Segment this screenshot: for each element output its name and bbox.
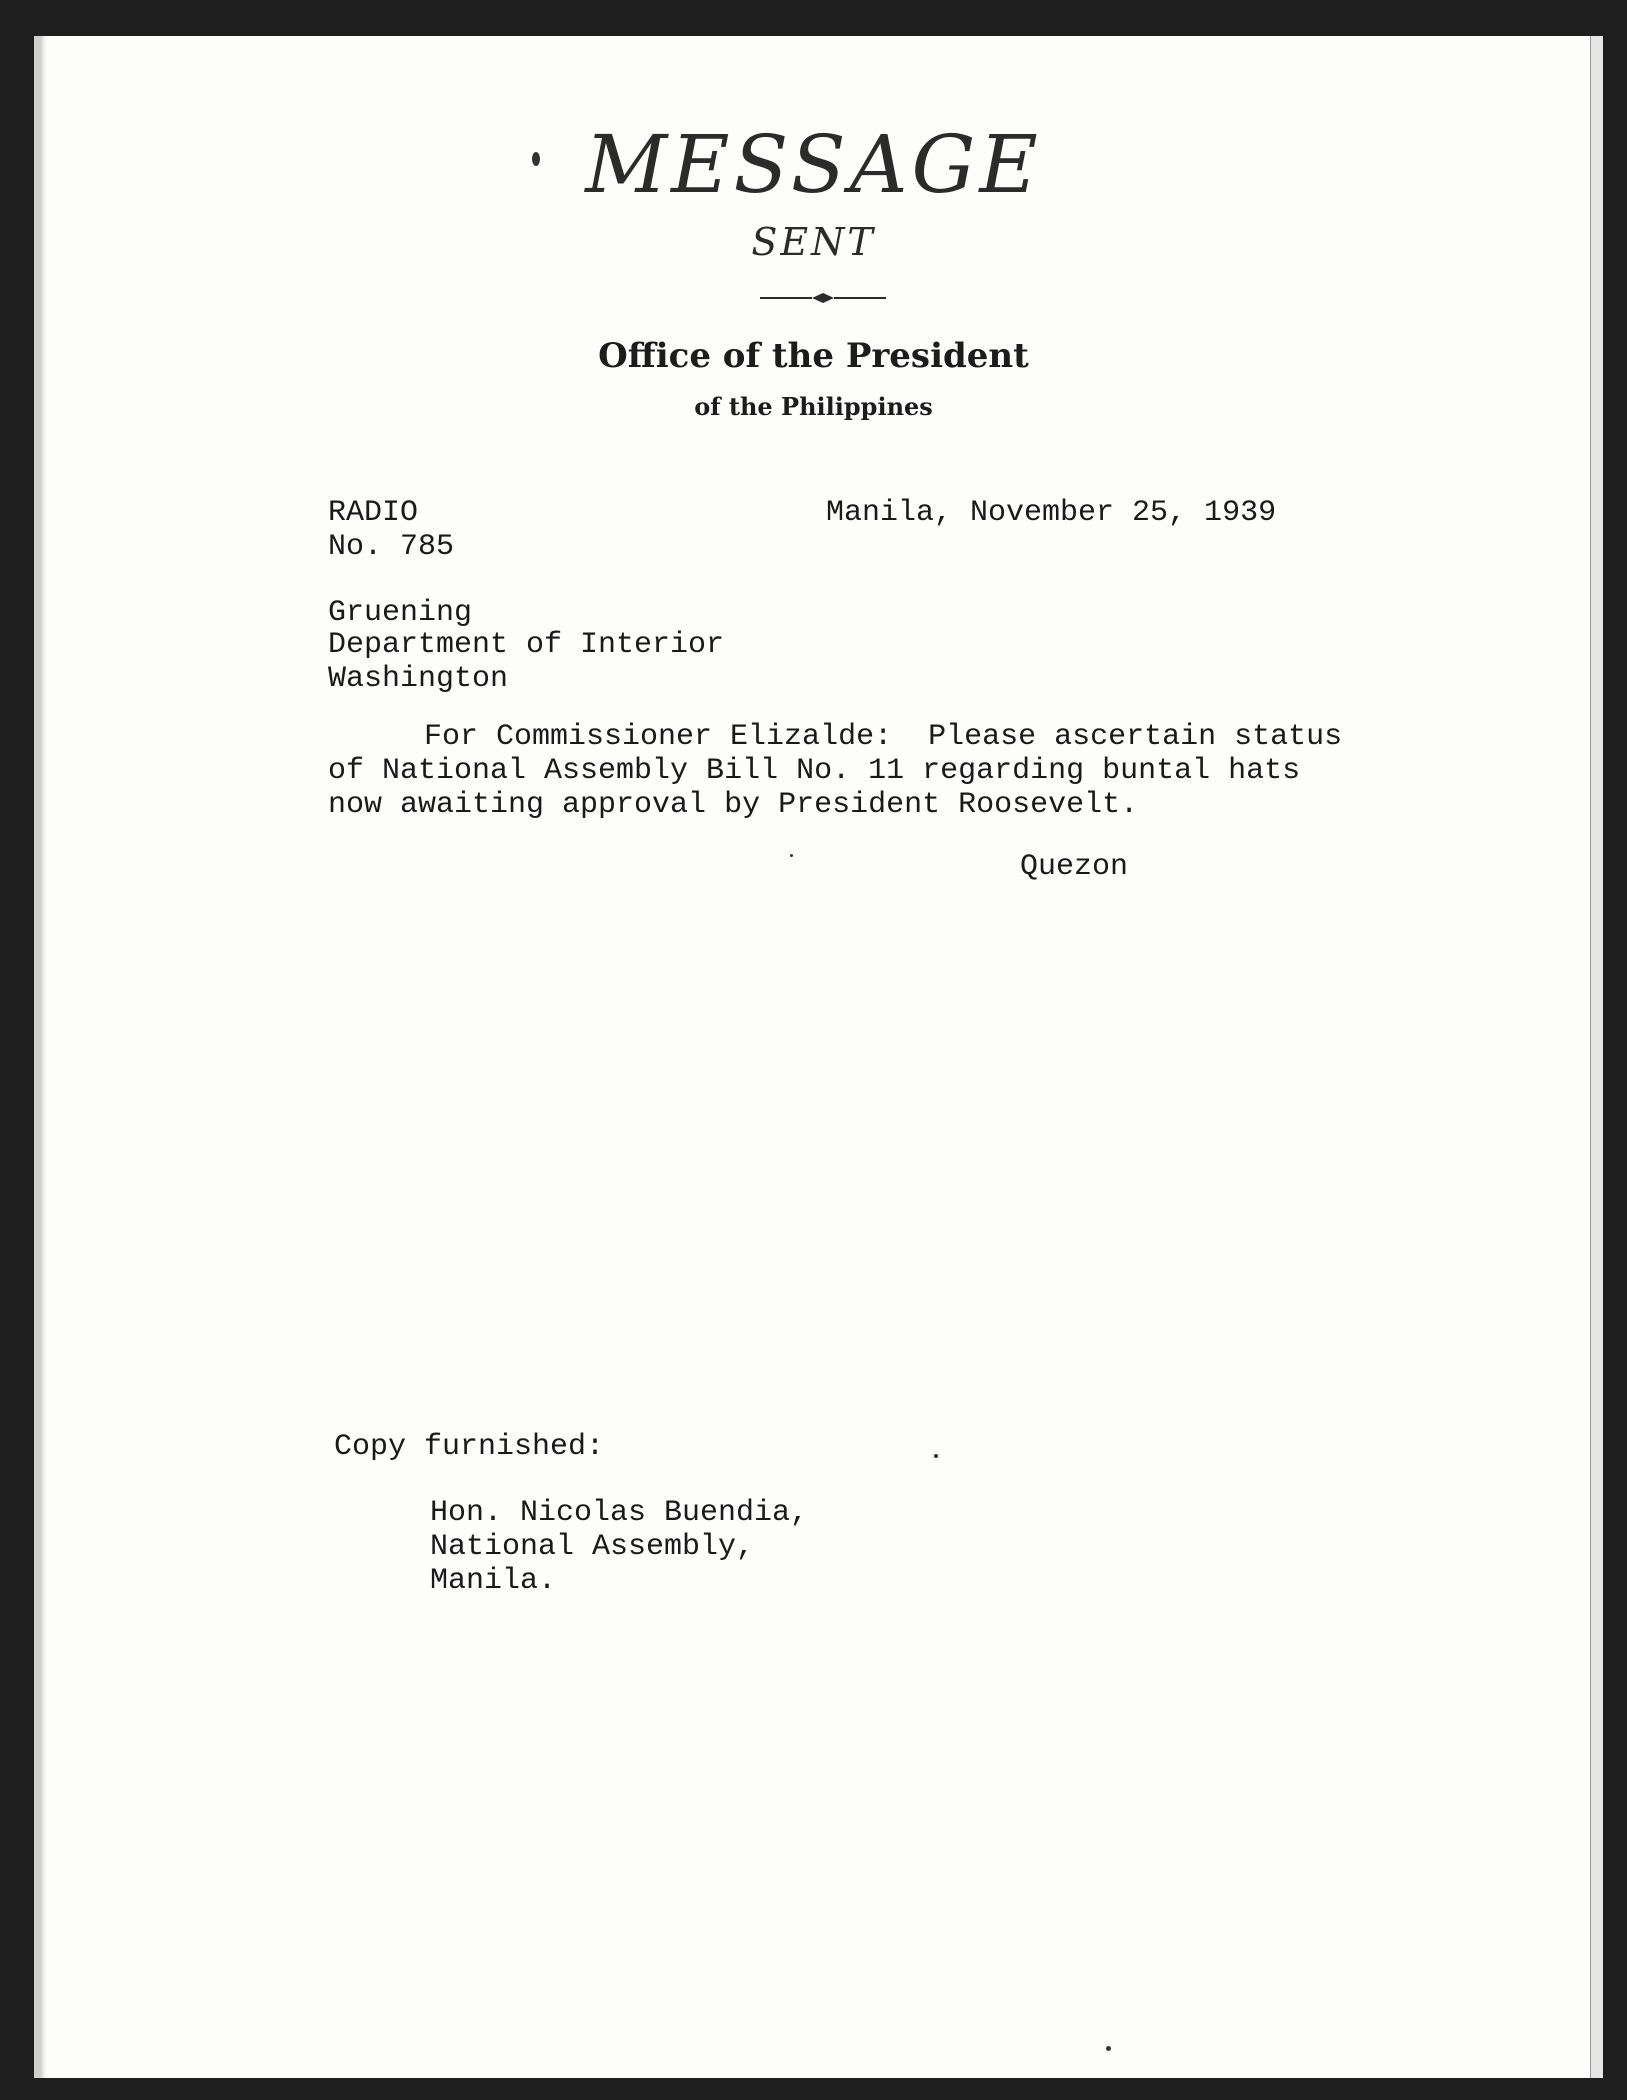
addressee-city: Washington — [328, 662, 509, 696]
body-line-2: of National Assembly Bill No. 11 regarding buntal hats — [328, 754, 1301, 788]
place-date: Manila, November 25, 1939 — [826, 496, 1277, 530]
copy-recipient-city: Manila. — [430, 1564, 557, 1598]
addressee-name: Gruening — [328, 596, 473, 630]
addressee-department: Department of Interior — [328, 628, 725, 662]
body-line-3: now awaiting approval by President Roosevelt. — [328, 788, 1139, 822]
copy-heading: Copy furnished: — [334, 1430, 605, 1464]
letterhead-subtitle: SENT — [751, 220, 876, 264]
ink-speck — [1106, 2046, 1111, 2051]
letterhead-title: MESSAGE — [585, 118, 1042, 211]
office-title: Office of the President — [598, 336, 1029, 376]
message-number: No. 785 — [328, 530, 455, 564]
body-line-1: For Commissioner Elizalde: Please ascertain status — [424, 720, 1343, 754]
message-type: RADIO — [328, 496, 419, 530]
copy-recipient-org: National Assembly, — [430, 1530, 755, 1564]
letterhead-ornament — [760, 292, 886, 304]
ink-speck — [790, 854, 793, 857]
signature: Quezon — [1020, 850, 1129, 884]
ink-speck — [934, 1454, 938, 1458]
copy-recipient-name: Hon. Nicolas Buendia, — [430, 1496, 809, 1530]
office-subtitle: of the Philippines — [694, 392, 933, 421]
ink-speck — [532, 152, 540, 166]
